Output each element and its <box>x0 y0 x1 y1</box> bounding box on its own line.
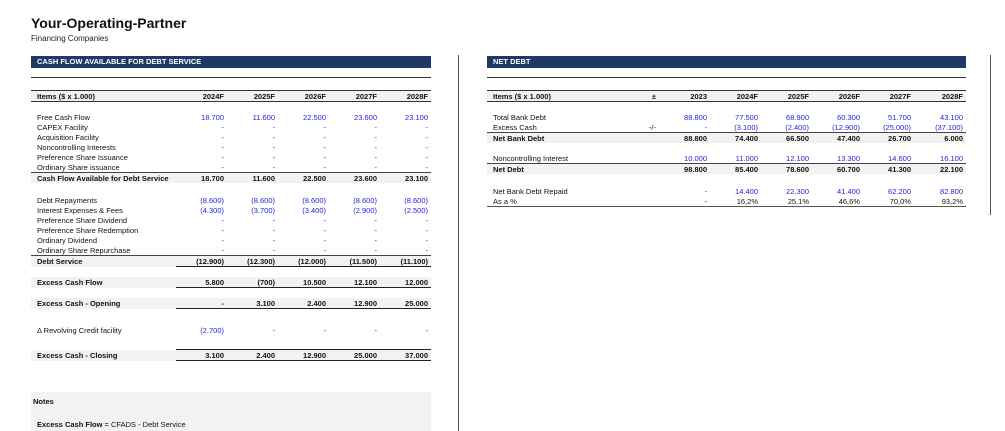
row-label: Interest Expenses & Fees <box>37 205 123 215</box>
cell[interactable]: - <box>425 142 428 152</box>
row-label: Excess Cash - Opening <box>31 298 176 309</box>
cell[interactable]: - <box>323 122 326 132</box>
cell[interactable]: 22.300 <box>786 186 809 196</box>
col-header-2027f: 2027F <box>863 91 914 102</box>
cell[interactable]: 11.600 <box>252 112 275 122</box>
cell[interactable]: 70,0% <box>863 196 914 207</box>
cfads-panel <box>31 56 431 361</box>
cell[interactable]: 12.100 <box>329 277 380 288</box>
cell[interactable]: 22.500 <box>278 173 329 184</box>
table-row <box>31 235 431 245</box>
cell[interactable]: - <box>221 215 224 225</box>
cell[interactable]: - <box>272 152 275 162</box>
net-debt-table <box>487 90 966 207</box>
cell[interactable]: 77.500 <box>735 112 758 122</box>
cell[interactable]: 3.100 <box>227 298 278 309</box>
cell[interactable]: - <box>221 225 224 235</box>
col-header-2028f: 2028F <box>380 91 431 102</box>
sign-cell <box>607 153 659 164</box>
cell[interactable]: (2.400) <box>785 122 809 132</box>
cell[interactable]: (8.600) <box>251 195 275 205</box>
cell[interactable]: - <box>704 122 707 132</box>
app-title: Your-Operating-Partner <box>31 15 187 31</box>
cell[interactable]: - <box>221 235 224 245</box>
cell[interactable]: - <box>221 142 224 152</box>
cell[interactable]: (2.700) <box>200 325 224 335</box>
col-header-2024f: 2024F <box>710 91 761 102</box>
cell[interactable]: - <box>425 162 428 172</box>
cell[interactable]: - <box>221 152 224 162</box>
table-row-total <box>31 277 431 288</box>
table-row-total <box>487 133 966 144</box>
row-label: Cash Flow Available for Debt Service <box>31 173 176 184</box>
cell[interactable]: 85.400 <box>710 164 761 175</box>
sign-cell <box>607 196 659 207</box>
cell[interactable]: - <box>272 215 275 225</box>
cell[interactable]: 10.000 <box>684 153 707 163</box>
cell[interactable]: 66.500 <box>761 133 812 144</box>
cell[interactable]: (37.100) <box>935 122 963 132</box>
table-row <box>487 122 966 133</box>
table-row <box>31 205 431 215</box>
cell[interactable]: - <box>374 152 377 162</box>
cell[interactable]: 12.900 <box>329 298 380 309</box>
row-label: CAPEX Facility <box>37 122 88 132</box>
cell[interactable]: 23.100 <box>405 112 428 122</box>
cell[interactable]: 88.800 <box>659 133 710 144</box>
cell[interactable]: (3.700) <box>251 205 275 215</box>
cell[interactable]: - <box>425 235 428 245</box>
row-label: Excess Cash <box>493 122 537 132</box>
cell[interactable]: 18.700 <box>201 112 224 122</box>
net-debt-panel <box>487 56 966 207</box>
row-label: Debt Repayments <box>37 195 98 205</box>
cell[interactable]: 46,6% <box>812 196 863 207</box>
cell[interactable]: 82.800 <box>940 186 963 196</box>
cell[interactable]: 2.400 <box>227 350 278 361</box>
row-label: Preference Share Issuance <box>37 152 128 162</box>
row-label: Excess Cash Flow <box>31 277 176 288</box>
row-label: Acquisition Facility <box>37 132 99 142</box>
row-label: Noncontrolling Interests <box>37 142 116 152</box>
col-header-2026f: 2026F <box>812 91 863 102</box>
row-label: Δ Revolving Credit facility <box>37 325 122 335</box>
cell[interactable]: - <box>323 142 326 152</box>
cell[interactable]: 26.700 <box>863 133 914 144</box>
col-header-2025f: 2025F <box>761 91 812 102</box>
cell[interactable]: (11.500) <box>329 256 380 267</box>
cell[interactable]: 11.000 <box>735 153 758 163</box>
cell[interactable]: - <box>374 215 377 225</box>
cell[interactable]: 25.000 <box>329 350 380 361</box>
cell[interactable]: 12.000 <box>380 277 431 288</box>
cell[interactable]: 37.000 <box>380 350 431 361</box>
table-row <box>31 325 431 335</box>
table-row-total <box>487 164 966 175</box>
col-header-sign: ± <box>607 91 659 102</box>
cell[interactable]: (4.300) <box>200 205 224 215</box>
cell[interactable]: - <box>374 142 377 152</box>
cell[interactable]: 16.100 <box>940 153 963 163</box>
cell[interactable]: (12.000) <box>278 256 329 267</box>
cell[interactable]: 12.100 <box>786 153 809 163</box>
cfads-section-title: CASH FLOW AVAILABLE FOR DEBT SERVICE <box>31 56 431 68</box>
cell[interactable]: - <box>374 132 377 142</box>
row-label: Excess Cash - Closing <box>31 350 176 361</box>
notes-formula-term: Excess Cash Flow <box>37 420 103 429</box>
row-label: Net Bank Debt Repaid <box>493 186 568 196</box>
sign-cell <box>607 112 659 122</box>
table-row <box>487 153 966 164</box>
cell[interactable]: - <box>176 298 227 309</box>
table-row <box>31 215 431 225</box>
cell[interactable]: 23.100 <box>380 173 431 184</box>
cell[interactable]: - <box>272 245 275 255</box>
col-header-items: Items ($ x 1.000) <box>31 91 176 102</box>
cell[interactable]: 98.800 <box>659 164 710 175</box>
cell[interactable]: 2.400 <box>278 298 329 309</box>
col-header-items: Items ($ x 1.000) <box>487 91 607 102</box>
notes-heading: Notes <box>33 397 54 406</box>
cell[interactable]: 68.900 <box>786 112 809 122</box>
col-header-2028f: 2028F <box>914 91 966 102</box>
cell[interactable]: - <box>221 245 224 255</box>
table-row-total <box>31 173 431 184</box>
cell[interactable]: (11.100) <box>380 256 431 267</box>
cell[interactable]: (8.600) <box>404 195 428 205</box>
row-label: Noncontrolling Interest <box>493 153 569 163</box>
cell[interactable]: 5.800 <box>176 277 227 288</box>
row-label: As a % <box>487 196 607 207</box>
row-label: Net Bank Debt <box>487 133 607 144</box>
cell[interactable]: - <box>425 132 428 142</box>
cell[interactable]: 22.500 <box>303 112 326 122</box>
cell[interactable]: - <box>323 325 326 335</box>
cell[interactable]: - <box>425 325 428 335</box>
row-label: Ordinary Dividend <box>37 235 98 245</box>
net-debt-header-row <box>487 91 966 102</box>
table-row <box>31 225 431 235</box>
cell[interactable]: - <box>425 215 428 225</box>
cell[interactable]: 22.100 <box>914 164 966 175</box>
cell[interactable]: (12.300) <box>227 256 278 267</box>
cell[interactable]: 60.300 <box>837 112 860 122</box>
cell[interactable]: (700) <box>227 277 278 288</box>
right-edge-divider <box>990 55 991 215</box>
cell[interactable]: - <box>323 132 326 142</box>
cell[interactable]: - <box>272 122 275 132</box>
table-row <box>31 142 431 152</box>
cell[interactable]: (12.900) <box>832 122 860 132</box>
cell[interactable]: 62.200 <box>888 186 911 196</box>
table-row-total <box>31 350 431 361</box>
cell[interactable]: - <box>272 132 275 142</box>
cell[interactable]: 10.500 <box>278 277 329 288</box>
cell[interactable]: - <box>221 122 224 132</box>
cell[interactable]: - <box>221 132 224 142</box>
cell[interactable]: - <box>323 152 326 162</box>
cell[interactable]: - <box>323 162 326 172</box>
table-row-total <box>31 256 431 267</box>
cell[interactable]: - <box>374 235 377 245</box>
cell[interactable]: 25.000 <box>380 298 431 309</box>
cell[interactable]: - <box>323 245 326 255</box>
cell[interactable]: 25,1% <box>761 196 812 207</box>
cell[interactable]: 93,2% <box>914 196 966 207</box>
cell[interactable]: 78.600 <box>761 164 812 175</box>
cell[interactable]: 14.400 <box>735 186 758 196</box>
cell[interactable]: - <box>323 225 326 235</box>
cell[interactable]: - <box>272 162 275 172</box>
row-label: Ordinary Share issuance <box>37 162 120 172</box>
cell[interactable]: 23.600 <box>329 173 380 184</box>
cell[interactable]: - <box>272 325 275 335</box>
row-label: Ordinary Share Repurchase <box>37 245 131 255</box>
cell[interactable]: - <box>704 186 707 196</box>
cell[interactable]: (2.900) <box>353 205 377 215</box>
notes-formula <box>37 420 186 429</box>
cell[interactable]: - <box>323 215 326 225</box>
cell[interactable]: (8.600) <box>200 195 224 205</box>
table-row <box>31 122 431 132</box>
cell[interactable]: - <box>374 122 377 132</box>
cell[interactable]: - <box>374 162 377 172</box>
table-row <box>31 245 431 256</box>
table-row <box>31 195 431 205</box>
sign-cell: -/- <box>648 122 656 132</box>
cell[interactable]: 13.300 <box>837 153 860 163</box>
net-debt-section-title: NET DEBT <box>487 56 966 68</box>
cell[interactable]: 88.800 <box>684 112 707 122</box>
cell[interactable]: 12.900 <box>278 350 329 361</box>
cell[interactable]: 51.700 <box>888 112 911 122</box>
cell[interactable]: - <box>425 225 428 235</box>
cell[interactable]: - <box>323 235 326 245</box>
table-row-total <box>31 298 431 309</box>
cell[interactable]: 23.600 <box>354 112 377 122</box>
table-row <box>487 196 966 207</box>
col-header-2025f: 2025F <box>227 91 278 102</box>
cell[interactable]: - <box>659 196 710 207</box>
row-label: Preference Share Dividend <box>37 215 128 225</box>
cell[interactable]: (8.600) <box>302 195 326 205</box>
table-row <box>31 162 431 173</box>
row-label: Net Debt <box>487 164 607 175</box>
panel-divider <box>458 55 459 431</box>
cell[interactable]: 74.400 <box>710 133 761 144</box>
row-label: Free Cash Flow <box>37 112 90 122</box>
table-row <box>487 112 966 122</box>
cell[interactable]: 16,2% <box>710 196 761 207</box>
cell[interactable]: - <box>221 162 224 172</box>
cell[interactable]: 11.600 <box>227 173 278 184</box>
cell[interactable]: 41.300 <box>863 164 914 175</box>
col-header-2026f: 2026F <box>278 91 329 102</box>
cell[interactable]: - <box>272 235 275 245</box>
cfads-table <box>31 90 431 361</box>
table-row <box>31 112 431 122</box>
table-row <box>31 132 431 142</box>
cell[interactable]: (3.400) <box>302 205 326 215</box>
cell[interactable]: - <box>272 142 275 152</box>
cell[interactable]: - <box>272 225 275 235</box>
row-label: Preference Share Redemption <box>37 225 139 235</box>
cell[interactable]: - <box>425 152 428 162</box>
cell[interactable]: (12.900) <box>176 256 227 267</box>
row-label: Debt Service <box>31 256 176 267</box>
cell[interactable]: - <box>374 245 377 255</box>
cell[interactable]: (8.600) <box>353 195 377 205</box>
app-subtitle: Financing Companies <box>31 34 109 43</box>
cell[interactable]: - <box>425 122 428 132</box>
cell[interactable]: 6.000 <box>914 133 966 144</box>
sign-cell <box>607 186 659 196</box>
cell[interactable]: 47.400 <box>812 133 863 144</box>
cell[interactable]: (25.000) <box>883 122 911 132</box>
col-header-2027f: 2027F <box>329 91 380 102</box>
cell[interactable]: (3.100) <box>734 122 758 132</box>
row-label: Total Bank Debt <box>493 112 546 122</box>
notes-box <box>31 392 431 431</box>
cell[interactable]: 3.100 <box>176 350 227 361</box>
sign-cell <box>607 133 659 144</box>
table-row <box>31 152 431 162</box>
cell[interactable]: 41.400 <box>837 186 860 196</box>
table-row <box>487 186 966 196</box>
cell[interactable]: 18.700 <box>176 173 227 184</box>
cell[interactable]: - <box>374 225 377 235</box>
cell[interactable]: - <box>374 325 377 335</box>
sign-cell <box>607 164 659 175</box>
col-header-2024f: 2024F <box>176 91 227 102</box>
cell[interactable]: 14.600 <box>888 153 911 163</box>
notes-formula-definition: = CFADS - Debt Service <box>102 420 186 429</box>
cell[interactable]: 43.100 <box>940 112 963 122</box>
cell[interactable]: 60.700 <box>812 164 863 175</box>
cell[interactable]: (2.500) <box>404 205 428 215</box>
cfads-header-row <box>31 91 431 102</box>
cell[interactable]: - <box>425 245 428 255</box>
col-header-2023: 2023 <box>659 91 710 102</box>
